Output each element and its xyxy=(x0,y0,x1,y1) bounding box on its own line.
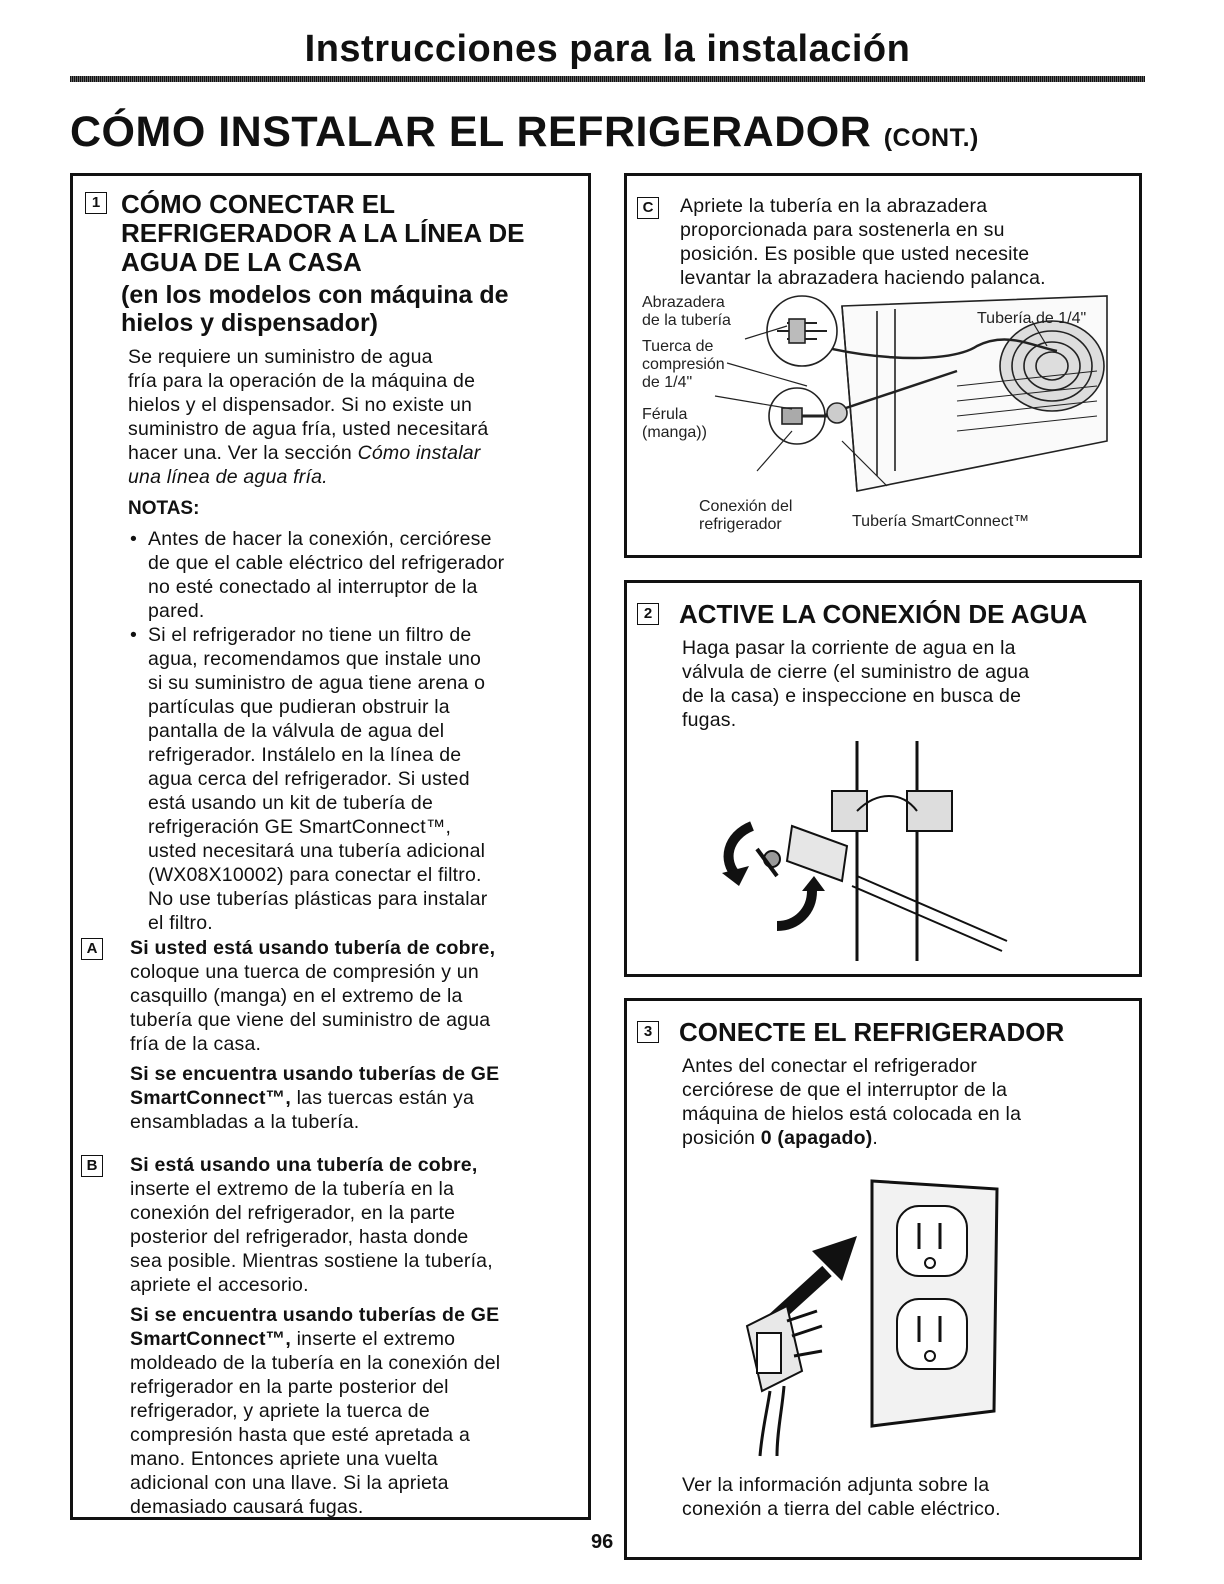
section3-bold-position: 0 (apagado) xyxy=(760,1127,873,1149)
note-line: no esté conectado al interruptor de la xyxy=(148,576,478,598)
section3-text-prefix: posición xyxy=(682,1127,761,1149)
step-b-line: inserte el extremo de la tubería en la xyxy=(130,1178,455,1200)
note-line: agua, recomendamos que instale uno xyxy=(148,648,482,670)
note-line: No use tuberías plásticas para instalar xyxy=(148,888,488,910)
step-a-line: casquillo (manga) en el extremo de la xyxy=(130,985,463,1007)
section3-line: máquina de hielos está colocada en la xyxy=(682,1103,1022,1125)
step-a-bold: SmartConnect™, xyxy=(130,1087,291,1109)
section2-number: 2 xyxy=(637,603,659,625)
note-line: agua cerca del refrigerador. Si usted xyxy=(148,768,470,790)
note-line: el filtro. xyxy=(148,912,213,934)
note-line: está usando un kit de tubería de xyxy=(148,792,434,814)
note-line: refrigeración GE SmartConnect™, xyxy=(148,816,452,838)
step-b-line: refrigerador, y apriete la tuerca de xyxy=(130,1400,430,1422)
main-title-text: CÓMO INSTALAR EL REFRIGERADOR xyxy=(70,108,872,156)
step-b-letter: B xyxy=(81,1155,103,1177)
step-a-bold: Si se encuentra usando tuberías de GE xyxy=(130,1063,500,1085)
step-c-line: posición. Es posible que usted necesite xyxy=(680,243,1030,265)
label-tuberia-14: Tubería de 1/4" xyxy=(977,310,1087,327)
note-line: pantalla de la válvula de agua del xyxy=(148,720,445,742)
step-b-bold: SmartConnect™, xyxy=(130,1328,291,1350)
intro-text: hacer una. Ver la sección xyxy=(128,442,358,464)
step-b-badge xyxy=(81,1155,103,1177)
step-c-badge xyxy=(637,197,659,219)
step-a-line: coloque una tuerca de compresión y un xyxy=(130,961,479,983)
section2-text xyxy=(682,636,1137,732)
notas-label: NOTAS: xyxy=(128,498,200,519)
section3-text xyxy=(682,1054,1137,1150)
section2-line: válvula de cierre (el suministro de agua xyxy=(682,661,1030,683)
section3-title: CONECTE EL REFRIGERADOR xyxy=(679,1017,1065,1047)
section1-box xyxy=(70,173,591,1520)
label-line: Tuerca de xyxy=(642,338,714,355)
main-title xyxy=(70,108,979,157)
label-line: Conexión del xyxy=(699,498,793,515)
section3-number-badge xyxy=(637,1021,659,1043)
section3-line xyxy=(682,1126,1137,1150)
note-line: (WX08X10002) para conectar el filtro. xyxy=(148,864,482,886)
note-item xyxy=(128,623,588,935)
label-line: Férula xyxy=(642,406,688,423)
label-line: compresión xyxy=(642,356,725,373)
note-line: • Antes de hacer la conexión, cerciórese xyxy=(148,528,492,550)
label-line: Abrazadera xyxy=(642,294,725,311)
label-abrazadera xyxy=(642,294,731,330)
step-b-line: sea posible. Mientras sostiene la tubería, xyxy=(130,1250,493,1272)
section1-title-line: REFRIGERADOR A LA LÍNEA DE xyxy=(121,218,525,248)
step-c-text xyxy=(680,194,1135,290)
notes-list xyxy=(128,527,588,935)
intro-italic-link: una línea de agua fría. xyxy=(128,466,328,488)
note-line: pared. xyxy=(148,600,205,622)
label-line: refrigerador xyxy=(699,516,782,533)
section1-title-line: CÓMO CONECTAR EL xyxy=(121,189,395,219)
step-b-line: adicional con una llave. Si la aprieta xyxy=(130,1472,449,1494)
intro-line: hielos y el dispensador. Si no existe un xyxy=(128,394,473,416)
step-a-line: fría de la casa. xyxy=(130,1033,262,1055)
section1-title-line: AGUA DE LA CASA xyxy=(121,247,362,277)
step-a-text xyxy=(130,936,585,1134)
header-divider xyxy=(70,76,1145,82)
step-a-rest: las tuercas están ya xyxy=(291,1087,475,1109)
section3-box xyxy=(624,998,1142,1560)
section1-number-badge xyxy=(85,192,107,214)
section1-subtitle-line: (en los modelos con máquina de xyxy=(121,281,509,309)
section3-number: 3 xyxy=(637,1021,659,1043)
step-b-line: demasiado causará fugas. xyxy=(130,1496,364,1518)
step-a-line: ensambladas a la tubería. xyxy=(130,1111,360,1133)
page-number: 96 xyxy=(591,1531,614,1553)
step-b-line xyxy=(130,1327,585,1351)
label-line: de 1/4" xyxy=(642,374,693,391)
main-title-cont: (CONT.) xyxy=(883,124,979,152)
section3-footer-line: Ver la información adjunta sobre la xyxy=(682,1474,990,1496)
section1-subtitle-line: hielos y dispensador) xyxy=(121,309,379,337)
step-c-letter: C xyxy=(637,197,659,219)
intro-line: Se requiere un suministro de agua xyxy=(128,346,433,368)
section2-box xyxy=(624,580,1142,977)
step-b-line: refrigerador en la parte posterior del xyxy=(130,1376,449,1398)
label-smartconnect: Tubería SmartConnect™ xyxy=(852,513,1030,530)
section3-text-suffix: . xyxy=(872,1127,879,1149)
section3-line: cerciórese de que el interruptor de la xyxy=(682,1079,1008,1101)
section2-number-badge xyxy=(637,603,659,625)
step-b-bold: Si se encuentra usando tuberías de GE xyxy=(130,1304,500,1326)
section3-line: Antes del conectar el refrigerador xyxy=(682,1055,978,1077)
step-c-line: Apriete la tubería en la abrazadera xyxy=(680,195,988,217)
intro-line xyxy=(128,441,583,465)
note-line: partículas que pudieran obstruir la xyxy=(148,696,450,718)
step-a-line xyxy=(130,1086,585,1110)
section1-number: 1 xyxy=(85,192,107,214)
note-line: si su suministro de agua tiene arena o xyxy=(148,672,486,694)
step-a-letter: A xyxy=(81,938,103,960)
step-b-bold: Si está usando una tubería de cobre, xyxy=(130,1154,478,1176)
section2-line: de la casa) e inspeccione en busca de xyxy=(682,685,1022,707)
step-c-box xyxy=(624,173,1142,558)
intro-italic-link: Cómo instalar xyxy=(357,442,481,464)
step-b-line: compresión hasta que esté apretada a xyxy=(130,1424,471,1446)
section1-subtitle xyxy=(121,281,581,337)
section2-title: ACTIVE LA CONEXIÓN DE AGUA xyxy=(679,599,1088,629)
step-a-badge xyxy=(81,938,103,960)
step-c-line: levantar la abrazadera haciendo palanca. xyxy=(680,267,1046,289)
note-item xyxy=(128,527,588,623)
outlet-plug-illustration xyxy=(732,1171,1012,1461)
section2-line: fugas. xyxy=(682,709,737,731)
label-line: de la tubería xyxy=(642,312,731,329)
intro-line: suministro de agua fría, usted necesitará xyxy=(128,418,489,440)
step-a-bold: Si usted está usando tubería de cobre, xyxy=(130,937,496,959)
step-b-line: posterior del refrigerador, hasta donde xyxy=(130,1226,469,1248)
section2-line: Haga pasar la corriente de agua en la xyxy=(682,637,1016,659)
label-ferula xyxy=(642,406,707,442)
note-line: refrigerador. Instálelo en la línea de xyxy=(148,744,462,766)
step-a-line: tubería que viene del suministro de agua xyxy=(130,1009,491,1031)
page-header: Instrucciones para la instalación xyxy=(304,28,911,70)
label-tuerca xyxy=(642,338,725,392)
section3-footer xyxy=(682,1473,1137,1521)
shutoff-valve-illustration xyxy=(717,741,1037,966)
section1-intro xyxy=(128,345,583,489)
intro-line: fría para la operación de la máquina de xyxy=(128,370,476,392)
step-b-line: apriete el accesorio. xyxy=(130,1274,309,1296)
step-b-text xyxy=(130,1153,585,1519)
label-conexion xyxy=(699,498,792,534)
label-line: (manga)) xyxy=(642,424,707,441)
note-line: de que el cable eléctrico del refrigerador xyxy=(148,552,505,574)
step-c-line: proporcionada para sostenerla en su xyxy=(680,219,1005,241)
step-b-line: conexión del refrigerador, en la parte xyxy=(130,1202,456,1224)
step-b-rest: inserte el extremo xyxy=(291,1328,456,1350)
step-b-line: mano. Entonces apriete una vuelta xyxy=(130,1448,438,1470)
section3-footer-line: conexión a tierra del cable eléctrico. xyxy=(682,1498,1001,1520)
section1-title xyxy=(121,190,581,277)
note-line: • Si el refrigerador no tiene un filtro de xyxy=(148,624,472,646)
note-line: usted necesitará una tubería adicional xyxy=(148,840,486,862)
step-b-line: moldeado de la tubería en la conexión del xyxy=(130,1352,501,1374)
